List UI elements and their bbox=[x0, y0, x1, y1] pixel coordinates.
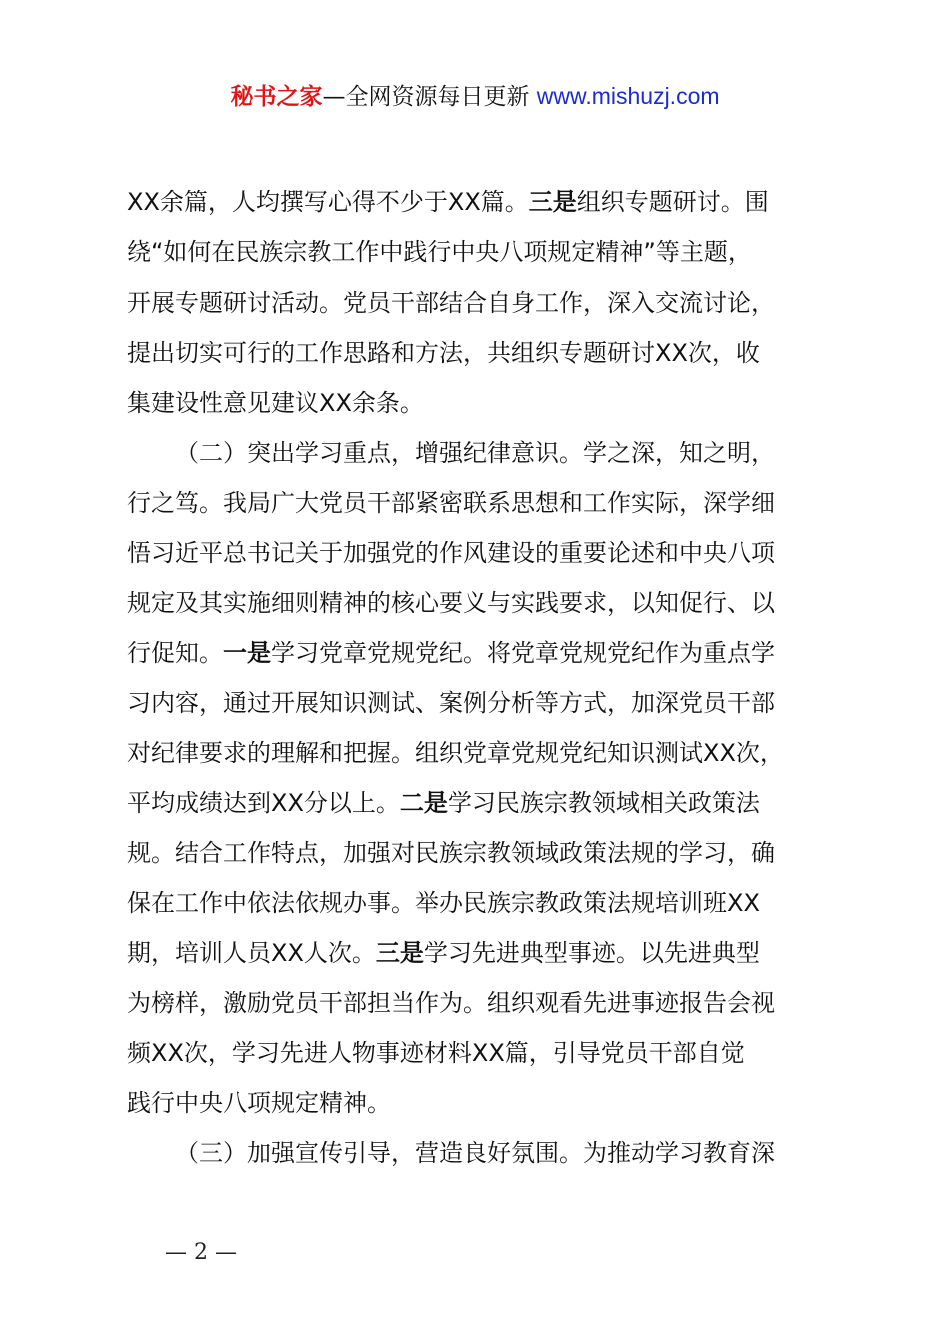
body-text: 学习民族宗教领域相关政策法 bbox=[447, 789, 760, 817]
section-heading-line bbox=[175, 1130, 895, 1176]
body-line bbox=[127, 630, 847, 676]
body-line bbox=[127, 730, 847, 776]
bold-lead: 二是 bbox=[399, 789, 448, 817]
page-number: — 2 — bbox=[165, 1240, 237, 1265]
body-line bbox=[127, 880, 847, 926]
body-text: 期，培训人员XX人次。 bbox=[127, 939, 376, 967]
bold-lead: 三是 bbox=[375, 939, 424, 967]
body-text: 学习党章党规党纪。将党章党规党纪作为重点学 bbox=[271, 639, 775, 667]
body-line bbox=[127, 229, 847, 275]
body-line bbox=[127, 580, 847, 626]
bold-lead: 一是 bbox=[223, 639, 271, 667]
body-text: 绕“如何在民族宗教工作中践行中央八项规定精神”等主题， bbox=[127, 238, 752, 266]
body-line bbox=[127, 830, 847, 876]
body-text: 行之笃。我局广大党员干部紧密联系思想和工作实际，深学细 bbox=[127, 489, 775, 517]
bold-lead: 三是 bbox=[528, 188, 577, 216]
banner-tagline: —全网资源每日更新 bbox=[322, 84, 530, 110]
body-line bbox=[127, 930, 847, 976]
body-text: 频XX次，学习先进人物事迹材料XX篇，引导党员干部自觉 bbox=[127, 1039, 745, 1067]
body-line bbox=[127, 480, 847, 526]
body-text: 行促知。 bbox=[127, 639, 223, 667]
body-line bbox=[127, 330, 847, 376]
body-text: 规。结合工作特点，加强对民族宗教领域政策法规的学习，确 bbox=[127, 839, 775, 867]
body-text: 保在工作中依法依规办事。举办民族宗教政策法规培训班XX bbox=[127, 889, 760, 917]
body-text: 组织专题研讨。围 bbox=[576, 188, 769, 216]
body-line bbox=[127, 380, 847, 426]
body-line bbox=[127, 980, 847, 1026]
body-line bbox=[127, 1030, 847, 1076]
body-text: 践行中央八项规定精神。 bbox=[127, 1089, 391, 1117]
body-line bbox=[127, 1080, 847, 1126]
body-text: （二）突出学习重点，增强纪律意识。学之深，知之明， bbox=[175, 439, 775, 467]
body-line bbox=[127, 530, 847, 576]
body-text: 提出切实可行的工作思路和方法，共组织专题研讨XX次，收 bbox=[127, 339, 760, 367]
body-text: 对纪律要求的理解和把握。组织党章党规党纪知识测试XX次， bbox=[127, 739, 784, 767]
brand-name: 秘书之家 bbox=[230, 84, 323, 110]
body-text: 学习先进典型事迹。以先进典型 bbox=[423, 939, 760, 967]
body-text: 开展专题研讨活动。党员干部结合自身工作，深入交流讨论， bbox=[127, 289, 775, 317]
body-line bbox=[127, 280, 847, 326]
body-text: 平均成绩达到XX分以上。 bbox=[127, 789, 400, 817]
site-url-link[interactable]: www.mishuzj.com bbox=[536, 83, 720, 109]
body-line bbox=[127, 780, 847, 826]
body-text: 为榜样，激励党员干部担当作为。组织观看先进事迹报告会视 bbox=[127, 989, 775, 1017]
section-heading-line bbox=[175, 430, 895, 476]
body-line bbox=[127, 179, 847, 225]
body-text: 习内容，通过开展知识测试、案例分析等方式，加深党员干部 bbox=[127, 689, 775, 717]
body-text: （三）加强宣传引导，营造良好氛围。为推动学习教育深 bbox=[175, 1139, 775, 1167]
body-text: 集建设性意见建议XX余条。 bbox=[127, 389, 424, 417]
body-text: 规定及其实施细则精神的核心要义与实践要求，以知促行、以 bbox=[127, 589, 775, 617]
site-banner bbox=[0, 80, 950, 113]
body-text: XX余篇，人均撰写心得不少于XX篇。 bbox=[127, 188, 529, 216]
body-text: 悟习近平总书记关于加强党的作风建设的重要论述和中央八项 bbox=[127, 539, 775, 567]
body-line bbox=[127, 680, 847, 726]
